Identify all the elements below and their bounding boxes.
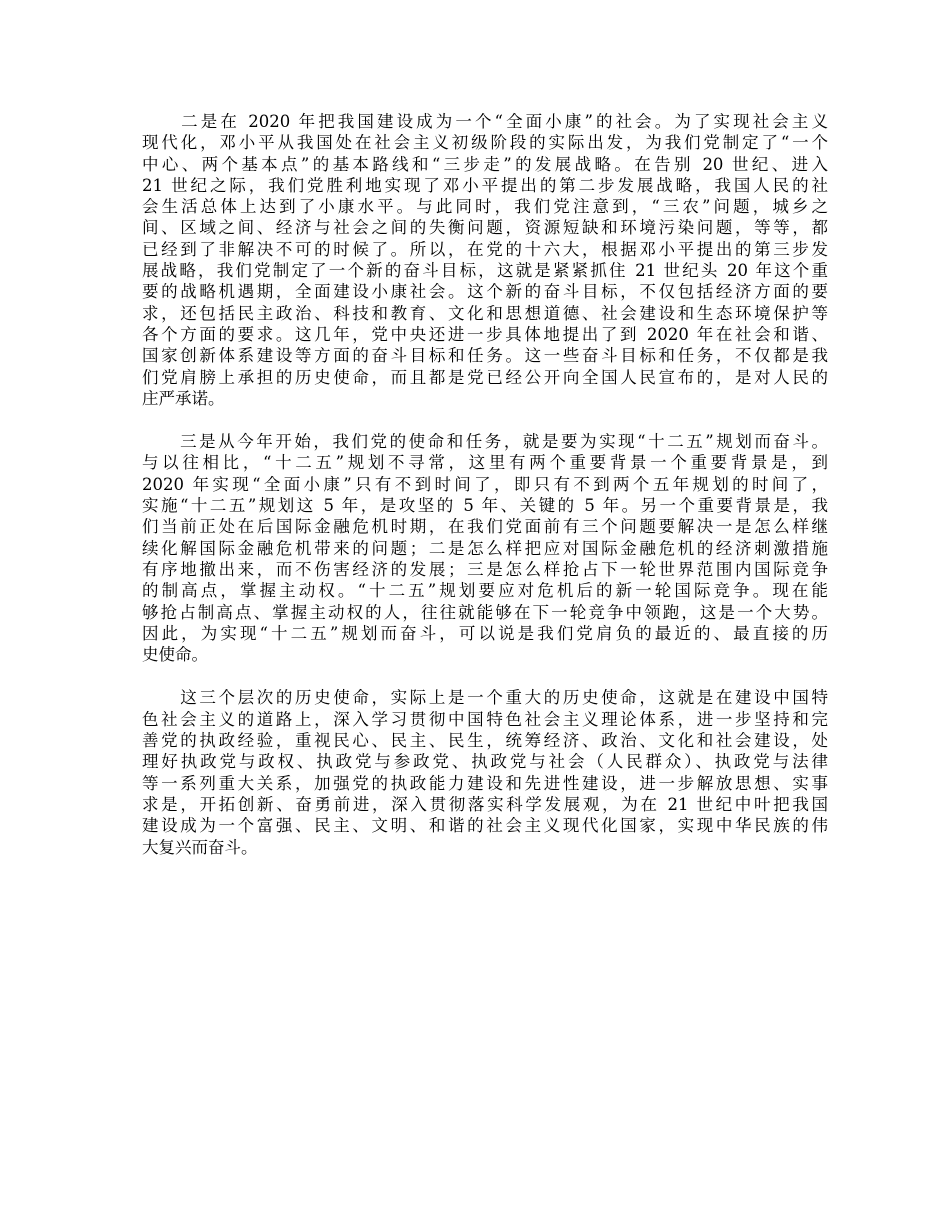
text-line: 续化解国际金融危机带来的问题；二是怎么样把应对国际金融危机的经济刺激措施 bbox=[142, 538, 828, 558]
text-line: 因此，为实现“十二五”规划而奋斗，可以说是我们党肩负的最近的、最直接的历 bbox=[142, 623, 828, 643]
text-line: 们当前正处在后国际金融危机时期，在我们党面前有三个问题要解决一是怎么样继 bbox=[142, 517, 828, 537]
text-line: 展战略，我们党制定了一个新的奋斗目标，这就是紧紧抓住 21 世纪头 20 年这个重 bbox=[142, 261, 828, 281]
text-line: 庄严承诺。 bbox=[142, 388, 225, 408]
text-line: 现代化，邓小平从我国处在社会主义初级阶段的实际出发，为我们党制定了“一个 bbox=[142, 133, 828, 153]
document-page bbox=[142, 111, 828, 858]
text-line: 大复兴而奋斗。 bbox=[142, 837, 258, 857]
text-line: 善党的执政经验，重视民心、民主、民生，统筹经济、政治、文化和社会建设，处 bbox=[142, 731, 828, 751]
text-line: 实施“十二五”规划这 5 年，是攻坚的 5 年、关键的 5 年。另一个重要背景是，我 bbox=[142, 496, 828, 516]
paragraph-gap bbox=[142, 665, 828, 687]
text-line: 史使命。 bbox=[142, 645, 208, 665]
text-line: 求，还包括民主政治、科技和教育、文化和思想道德、社会建设和生态环境保护等 bbox=[142, 303, 828, 323]
paragraph-3 bbox=[142, 687, 828, 857]
paragraph-1 bbox=[142, 111, 828, 409]
text-line: 间、区域之间、经济与社会之间的失衡问题，资源短缺和环境污染问题，等等，都 bbox=[142, 218, 828, 238]
text-line: 已经到了非解决不可的时候了。所以，在党的十六大，根据邓小平提出的第三步发 bbox=[142, 239, 828, 259]
text-line: 三是从今年开始，我们党的使命和任务，就是要为实现“十二五”规划而奋斗。 bbox=[142, 432, 828, 452]
text-line: 国家创新体系建设等方面的奋斗目标和任务。这一些奋斗目标和任务，不仅都是我 bbox=[142, 346, 828, 366]
text-line: 有序地撤出来，而不伤害经济的发展；三是怎么样抢占下一轮世界范围内国际竞争 bbox=[142, 559, 828, 579]
text-line: 色社会主义的道路上，深入学习贯彻中国特色社会主义理论体系，进一步坚持和完 bbox=[142, 709, 828, 729]
text-line: 建设成为一个富强、民主、文明、和谐的社会主义现代化国家，实现中华民族的伟 bbox=[142, 816, 828, 836]
text-line: 要的战略机遇期，全面建设小康社会。这个新的奋斗目标，不仅包括经济方面的要 bbox=[142, 282, 828, 302]
text-line: 理好执政党与政权、执政党与参政党、执政党与社会（人民群众）、执政党与法律 bbox=[142, 752, 828, 772]
text-line: 中心、两个基本点”的基本路线和“三步走”的发展战略。在告别 20 世纪、进入 bbox=[142, 154, 828, 174]
text-line: 二是在 2020 年把我国建设成为一个“全面小康”的社会。为了实现社会主义 bbox=[142, 112, 828, 131]
paragraph-2 bbox=[142, 431, 828, 665]
text-line: 会生活总体上达到了小康水平。与此同时，我们党注意到，“三农”问题，城乡之 bbox=[142, 197, 828, 217]
text-line: 这三个层次的历史使命，实际上是一个重大的历史使命，这就是在建设中国特 bbox=[142, 688, 828, 708]
text-line: 2020 年实现“全面小康”只有不到时间了，即只有不到两个五年规划的时间了， bbox=[142, 474, 828, 494]
text-line: 求是，开拓创新、奋勇前进，深入贯彻落实科学发展观，为在 21 世纪中叶把我国 bbox=[142, 794, 828, 814]
paragraph-gap bbox=[142, 409, 828, 431]
text-line: 够抢占制高点、掌握主动权的人，往往就能够在下一轮竞争中领跑，这是一个大势。 bbox=[142, 602, 828, 622]
text-line: 的制高点，掌握主动权。“十二五”规划要应对危机后的新一轮国际竞争。现在能 bbox=[142, 581, 828, 601]
text-line: 各个方面的要求。这几年，党中央还进一步具体地提出了到 2020 年在社会和谐、 bbox=[142, 324, 828, 344]
text-line: 21 世纪之际，我们党胜利地实现了邓小平提出的第二步发展战略，我国人民的社 bbox=[142, 175, 828, 195]
text-line: 们党肩膀上承担的历史使命，而且都是党已经公开向全国人民宣布的，是对人民的 bbox=[142, 367, 828, 387]
text-line: 与以往相比，“十二五”规划不寻常，这里有两个重要背景一个重要背景是，到 bbox=[142, 453, 828, 473]
text-line: 等一系列重大关系，加强党的执政能力建设和先进性建设，进一步解放思想、实事 bbox=[142, 773, 828, 793]
